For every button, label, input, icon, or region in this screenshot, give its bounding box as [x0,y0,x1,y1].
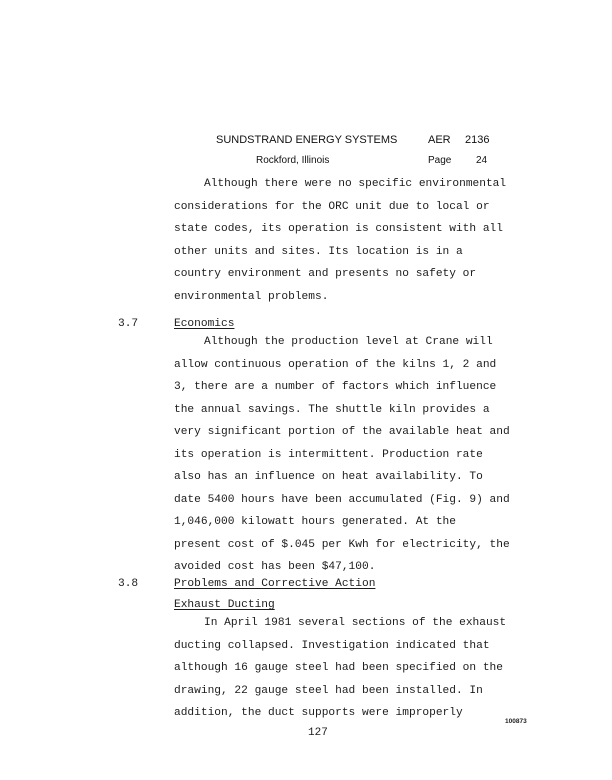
document-code: 100873 [505,718,527,725]
text-line: other units and sites. Its location is in a [174,245,463,258]
text-line: country environment and presents no safety or [174,268,477,280]
text-line: 1,046,000 kilowatt hours generated. At the [174,516,456,528]
page-number: 24 [476,155,488,166]
text-line: 3, there are a number of factors which influence [174,381,497,393]
text-line: also has an influence on heat availability. To [174,471,483,483]
text-line: state codes, its operation is consistent with all [174,223,503,235]
footer-page-number: 127 [308,727,328,739]
text-line: environmental problems. [174,290,329,303]
section-number: 3.7 [118,318,139,330]
paragraph-environmental [174,173,507,308]
doc-number: 2136 [465,134,490,146]
text-line: drawing, 22 gauge steel had been installed. In [174,684,483,697]
text-line: In April 1981 several sections of the exhaust [204,617,507,629]
section-title: Problems and Corrective Action [174,578,376,590]
paragraph-economics [174,331,510,579]
text-line: very significant portion of the available heat and [174,426,510,438]
text-line: avoided cost has been $47,100. [174,561,376,573]
company-location: Rockford, Illinois [256,155,330,166]
text-line: date 5400 hours have been accumulated (Fig. 9) and [174,493,510,506]
page-label: Page [428,155,452,166]
paragraph-exhaust-ducting [174,612,507,725]
text-line: the annual savings. The shuttle kiln provides a [174,403,490,416]
text-line: addition, the duct supports were improperly [174,707,463,719]
text-line: although 16 gauge steel had been specified on the [174,662,503,674]
company-name: SUNDSTRAND ENERGY SYSTEMS [216,134,398,146]
text-line: considerations for the ORC unit due to local or [174,200,490,213]
text-line: its operation is intermittent. Production rate [174,448,483,461]
text-line: present cost of $.045 per Kwh for electricity, the [174,538,510,551]
text-line: Although the production level at Crane will [204,336,493,348]
doc-label: AER [428,134,451,146]
section-subtitle: Exhaust Ducting [174,599,275,611]
text-line: ducting collapsed. Investigation indicated that [174,639,490,652]
section-number: 3.8 [118,578,139,590]
text-line: Although there were no specific environmental [204,178,507,190]
section-title: Economics [174,318,235,330]
text-line: allow continuous operation of the kilns 1, 2 and [174,358,497,371]
